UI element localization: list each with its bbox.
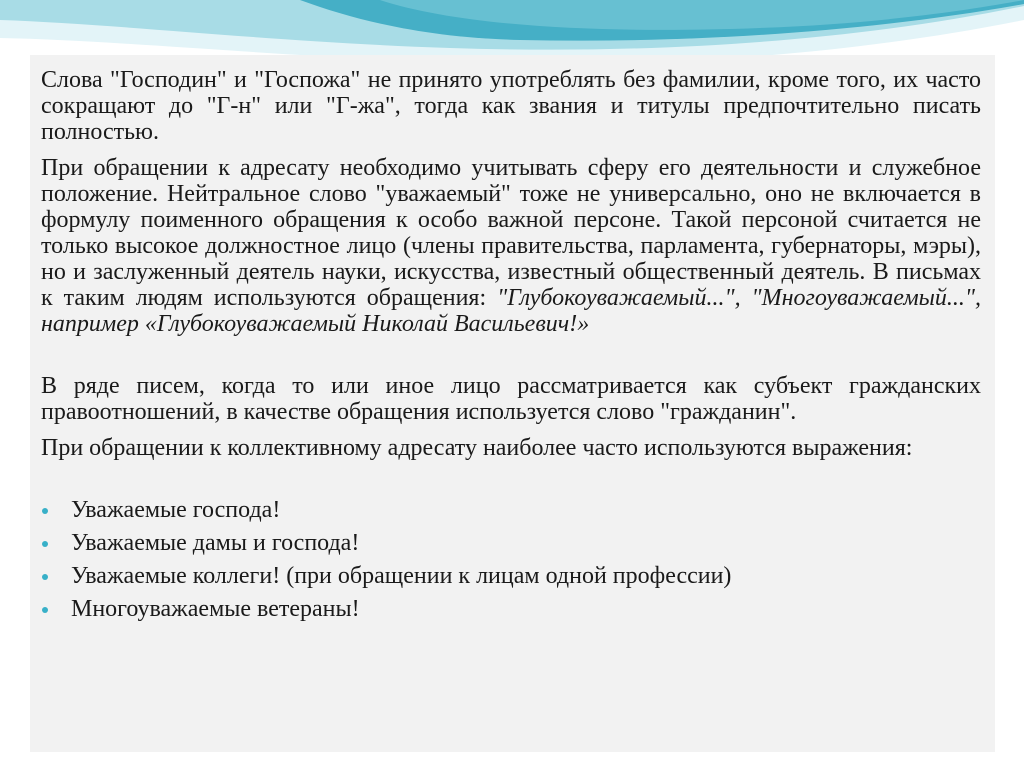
- text-content: [41, 67, 981, 629]
- list-item: [41, 563, 981, 596]
- paragraph-collective: При обращении к коллективному адресату наиболее часто используются выражения:: [41, 435, 913, 461]
- paragraph-addressee: [41, 155, 981, 337]
- list-item-text: Уважаемые дамы и господа!: [71, 530, 360, 556]
- list-item: [41, 497, 981, 530]
- bullet-icon: [42, 541, 48, 547]
- paragraph-citizen: В ряде писем, когда то или иное лицо рассматривается как субъект гражданских правоотношений, в качестве обращения используется слово "гражданин".: [41, 373, 981, 425]
- paragraph-addressee-examples: "Глубокоуважаемый...", "Многоуважаемый...", например «Глубокоуважаемый Николай Васильевич!»: [41, 285, 982, 337]
- list-item-text: Многоуважаемые ветераны!: [71, 596, 360, 622]
- bullet-icon: [42, 574, 48, 580]
- list-item-text: Уважаемые господа!: [71, 497, 281, 523]
- paragraph-addressee-text: При обращении к адресату необходимо учитывать сферу его деятельности и служебное положение. Нейтральное слово "уважаемый" тоже не универсально, оно не включается в формулу поименного обращения к особо важной персоне. Такой персоной считается не только высокое должностное лицо (члены правительства, парламента, губернаторы, мэры), но и заслуженный деятель науки, искусства, известный общественный деятель. В письмах к таким людям используются обращения:: [41, 155, 981, 311]
- greeting-list: [41, 497, 981, 629]
- list-item-text: Уважаемые коллеги! (при обращении к лицам одной профессии): [71, 563, 732, 589]
- paragraph-titles: Слова "Господин" и "Госпожа" не принято употреблять без фамилии, кроме того, их часто сокращают до "Г-н" или "Г-жа", тогда как звания и титулы предпочтительно писать полностью.: [41, 67, 981, 145]
- list-item: [41, 596, 981, 629]
- bullet-icon: [42, 607, 48, 613]
- list-item: [41, 530, 981, 563]
- bullet-icon: [42, 508, 48, 514]
